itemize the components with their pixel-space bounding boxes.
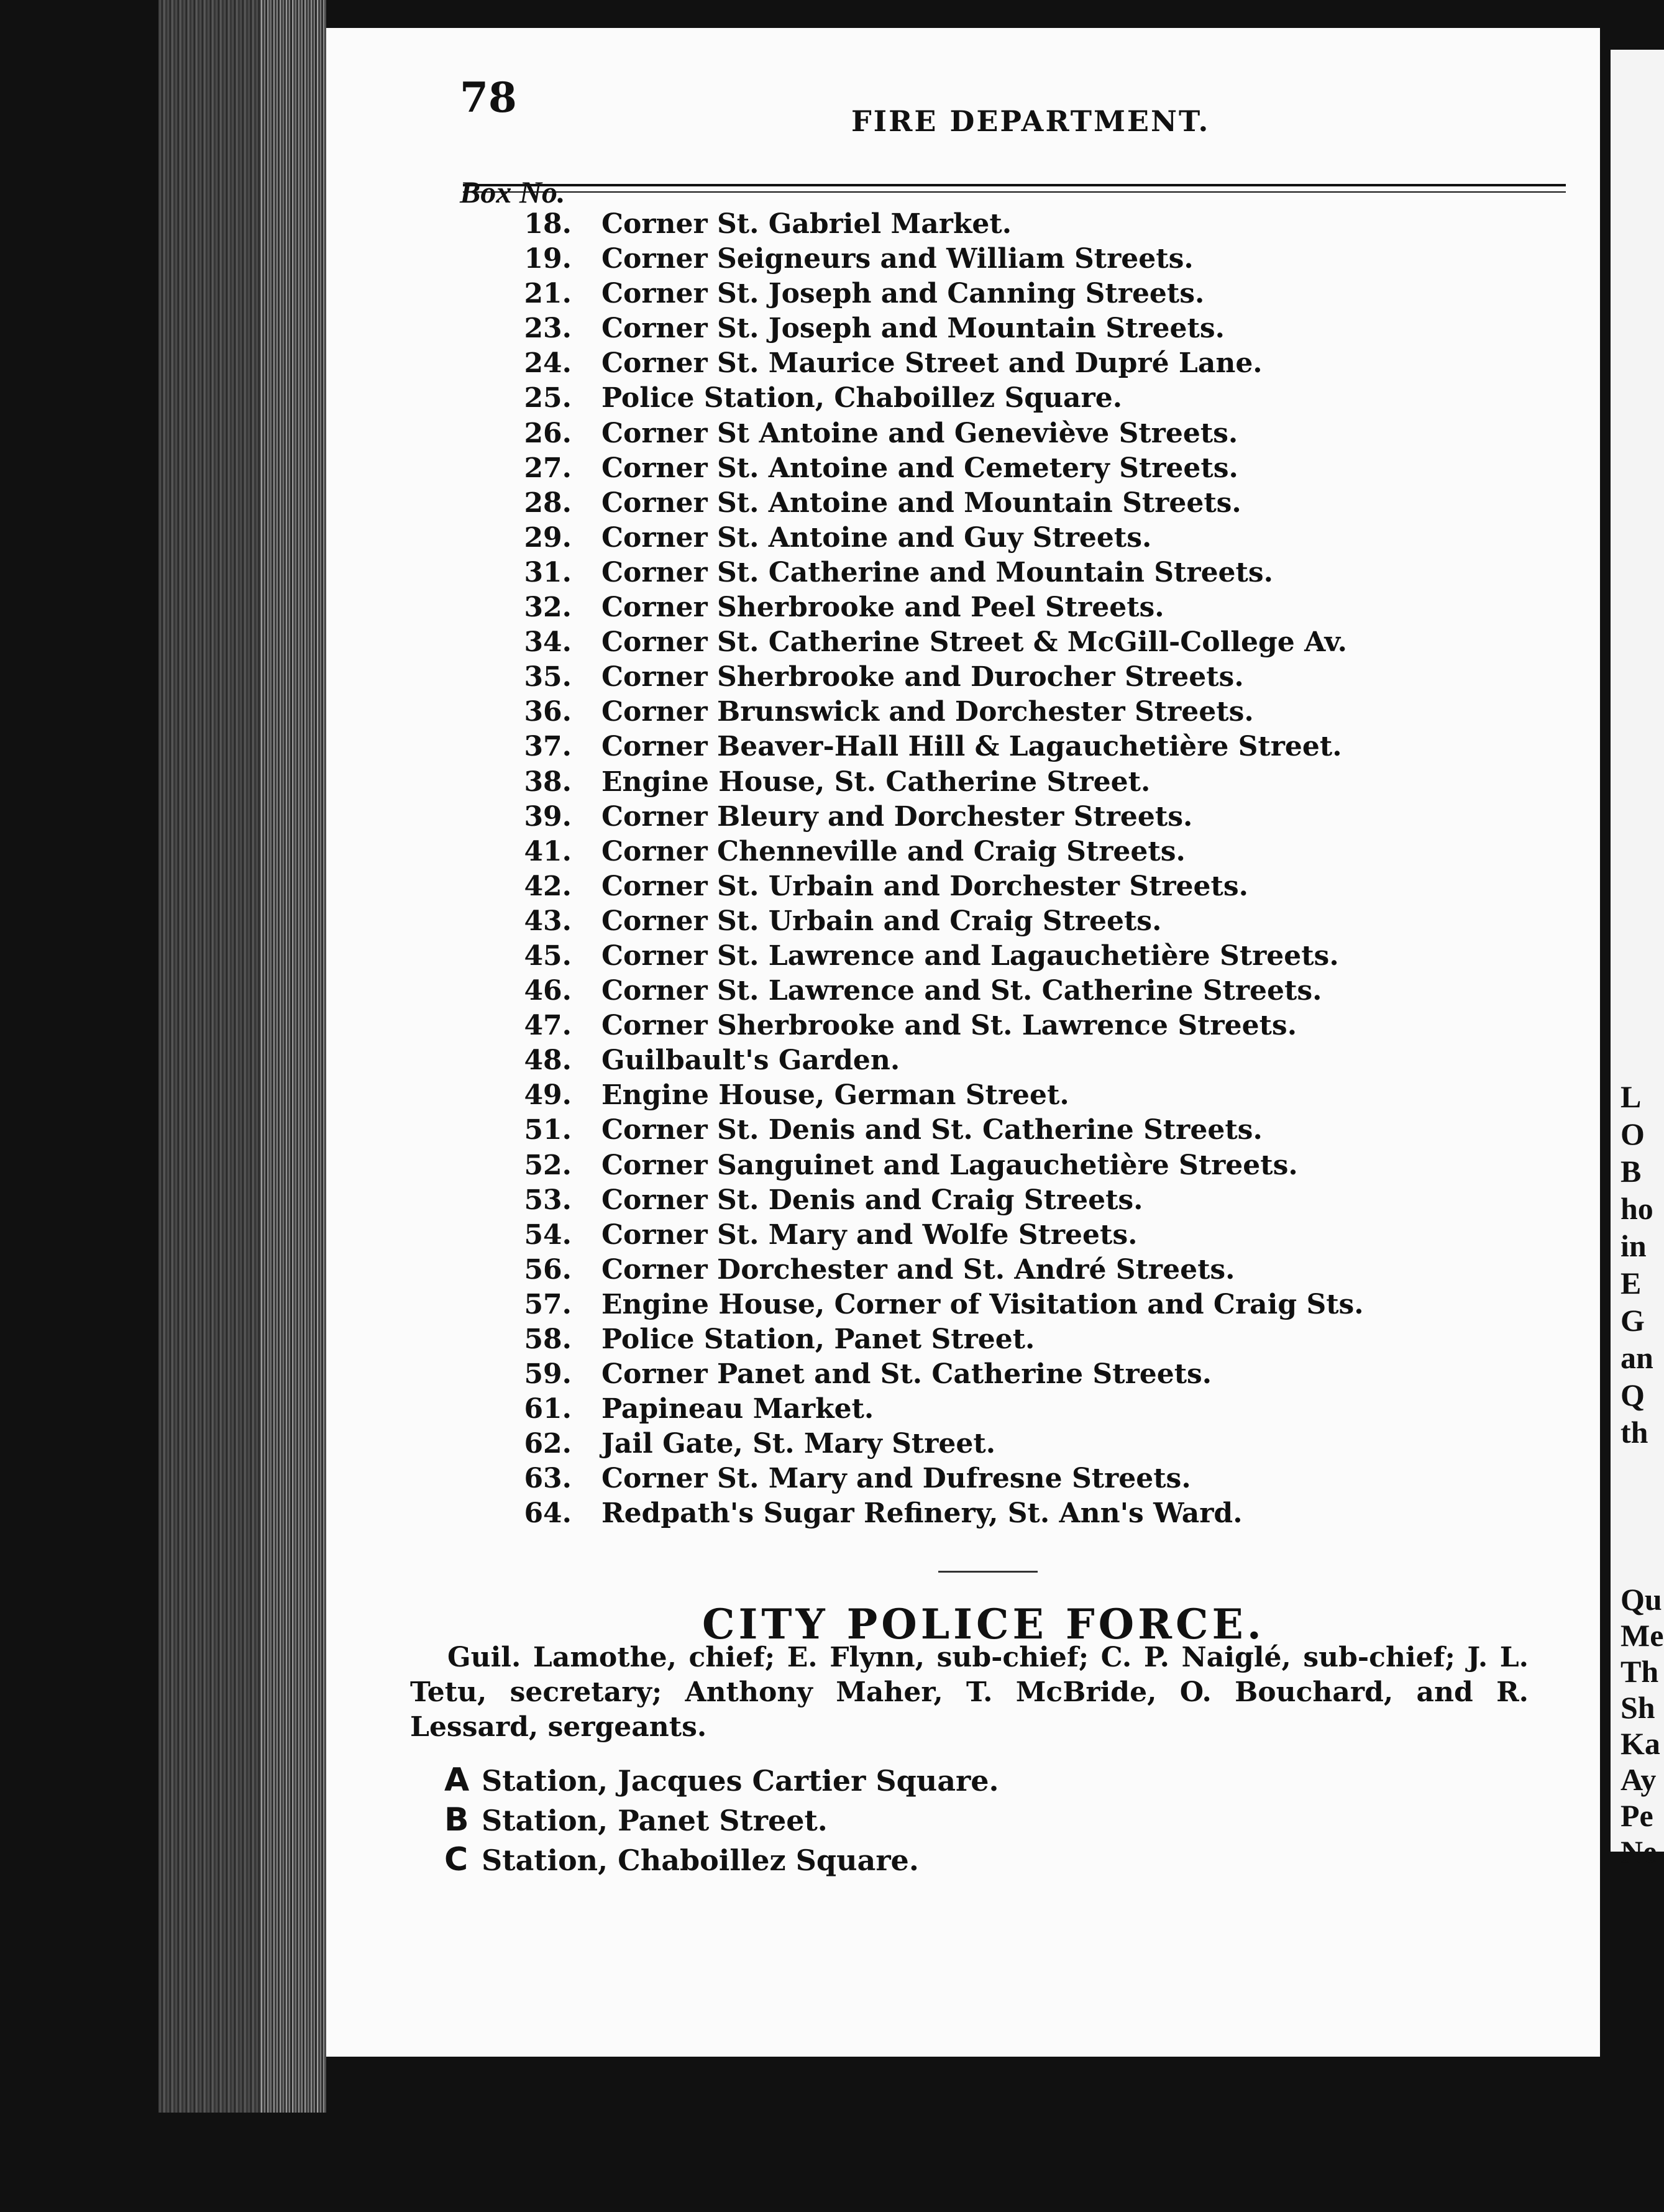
box-location: Papineau Market. — [601, 1393, 874, 1425]
box-list-row — [472, 871, 1578, 905]
police-officers-paragraph: Guil. Lamothe, chief; E. Flynn, sub-chief; C. P. Naiglé, sub-chief; J. L. Tetu, secretary; Anthony Maher, T. McBride, O. Bouchard, and R. Lessard, sergeants. — [410, 1642, 1529, 1743]
box-number: 58. — [524, 1323, 572, 1355]
box-location: Corner Bleury and Dorchester Streets. — [601, 800, 1193, 833]
facing-page-text-col2: Qu Me Th Sh Ka Ay Pe Ne — [1621, 1582, 1664, 1869]
box-number: 25. — [524, 382, 572, 414]
police-stations-list — [444, 1762, 999, 1881]
running-head: FIRE DEPARTMENT. — [851, 104, 1210, 138]
box-number: 36. — [524, 696, 572, 728]
box-number: 19. — [524, 243, 572, 275]
box-list-row — [472, 347, 1578, 382]
station-text: Station, Panet Street. — [482, 1804, 828, 1837]
box-list-row — [472, 1184, 1578, 1219]
facing-page-text-col1: L O B ho in E G an Q th — [1621, 1079, 1653, 1450]
box-list-row — [472, 1428, 1578, 1463]
box-list-row — [472, 208, 1578, 243]
section-divider — [938, 1571, 1038, 1573]
page-edges — [261, 0, 326, 2113]
box-location: Corner Sherbrooke and St. Lawrence Streets. — [601, 1010, 1297, 1042]
box-location: Jail Gate, St. Mary Street. — [601, 1428, 996, 1460]
box-list-row — [472, 626, 1578, 661]
box-list-row — [472, 522, 1578, 557]
box-number: 37. — [524, 731, 572, 763]
box-list-row — [472, 1044, 1578, 1079]
box-location: Corner St. Urbain and Craig Streets. — [601, 905, 1162, 937]
box-list-row — [472, 975, 1578, 1010]
box-number: 21. — [524, 278, 572, 310]
box-location: Engine House, Corner of Visitation and Craig Sts. — [601, 1288, 1364, 1320]
box-number: 57. — [524, 1288, 572, 1320]
box-number: 45. — [524, 939, 572, 972]
box-list-row — [472, 661, 1578, 696]
box-list-row — [472, 1393, 1578, 1428]
box-number: 63. — [524, 1463, 572, 1495]
station-letter: B — [444, 1801, 469, 1839]
box-number: 61. — [524, 1393, 572, 1425]
box-location: Corner Brunswick and Dorchester Streets. — [601, 696, 1254, 728]
box-number: 28. — [524, 487, 572, 519]
box-number: 52. — [524, 1149, 572, 1181]
box-list-row — [472, 243, 1578, 278]
box-list-row — [472, 1358, 1578, 1393]
box-number: 49. — [524, 1079, 572, 1112]
box-list-row — [472, 487, 1578, 522]
box-number: 35. — [524, 661, 572, 693]
box-list-row — [472, 1323, 1578, 1358]
box-list-row — [472, 592, 1578, 626]
box-list-row — [472, 1289, 1578, 1323]
box-number: 32. — [524, 592, 572, 624]
box-location: Corner St. Maurice Street and Dupré Lane. — [601, 347, 1263, 380]
box-number: 34. — [524, 626, 572, 659]
box-location: Corner St Antoine and Geneviève Streets. — [601, 417, 1238, 449]
station-text: Station, Chaboillez Square. — [482, 1844, 919, 1877]
box-location: Engine House, St. Catherine Street. — [601, 766, 1151, 798]
box-list-row — [472, 1219, 1578, 1254]
box-number: 39. — [524, 800, 572, 833]
box-number: 64. — [524, 1497, 572, 1530]
box-number: 59. — [524, 1358, 572, 1391]
box-location: Corner St. Joseph and Canning Streets. — [601, 278, 1205, 310]
box-list-row — [472, 382, 1578, 417]
box-list-row — [472, 452, 1578, 487]
box-number: 38. — [524, 766, 572, 798]
box-list-row — [472, 557, 1578, 592]
box-number: 23. — [524, 313, 572, 345]
box-location: Corner St. Mary and Wolfe Streets. — [601, 1218, 1138, 1251]
box-number: 54. — [524, 1218, 572, 1251]
box-number: 24. — [524, 347, 572, 380]
box-location: Corner St. Denis and Craig Streets. — [601, 1184, 1143, 1216]
box-location: Corner St. Antoine and Mountain Streets. — [601, 487, 1241, 519]
box-location: Corner Sherbrooke and Durocher Streets. — [601, 661, 1244, 693]
box-location: Police Station, Panet Street. — [601, 1323, 1035, 1355]
box-location: Corner St. Mary and Dufresne Streets. — [601, 1463, 1191, 1495]
box-list-row — [472, 1254, 1578, 1289]
box-location: Corner St. Catherine and Mountain Streets. — [601, 556, 1273, 588]
station-letter: C — [444, 1841, 469, 1878]
box-location: Engine House, German Street. — [601, 1079, 1069, 1112]
box-list-row — [472, 801, 1578, 836]
box-number: 43. — [524, 905, 572, 937]
box-number: 42. — [524, 870, 572, 902]
station-row — [444, 1762, 999, 1801]
box-list-row — [472, 696, 1578, 731]
box-number: 31. — [524, 556, 572, 588]
box-number: 27. — [524, 452, 572, 484]
box-location: Corner St. Lawrence and St. Catherine Streets. — [601, 975, 1322, 1007]
box-number: 62. — [524, 1428, 572, 1460]
box-location: Corner St. Joseph and Mountain Streets. — [601, 313, 1225, 345]
station-letter: A — [444, 1762, 470, 1799]
box-location: Police Station, Chaboillez Square. — [601, 382, 1123, 414]
box-location: Corner Seigneurs and William Streets. — [601, 243, 1194, 275]
box-list-row — [472, 766, 1578, 801]
fire-alarm-box-list — [472, 208, 1578, 1533]
box-number: 41. — [524, 835, 572, 867]
box-location: Guilbault's Garden. — [601, 1044, 900, 1077]
box-location: Corner St. Catherine Street & McGill-College Av. — [601, 626, 1347, 659]
box-list-row — [472, 940, 1578, 975]
box-location: Corner St. Antoine and Guy Streets. — [601, 521, 1152, 554]
box-location: Corner Sherbrooke and Peel Streets. — [601, 592, 1164, 624]
box-location: Corner Beaver-Hall Hill & Lagauchetière Street. — [601, 731, 1342, 763]
box-number: 56. — [524, 1253, 572, 1286]
box-list-row — [472, 1497, 1578, 1532]
box-list-row — [472, 313, 1578, 347]
station-row — [444, 1801, 999, 1841]
box-number: 48. — [524, 1044, 572, 1077]
box-location: Corner St. Antoine and Cemetery Streets. — [601, 452, 1238, 484]
box-number: 18. — [524, 208, 572, 240]
box-list-row — [472, 1079, 1578, 1114]
box-number: 51. — [524, 1114, 572, 1146]
box-location: Corner Chenneville and Craig Streets. — [601, 835, 1186, 867]
box-number: 53. — [524, 1184, 572, 1216]
box-location: Redpath's Sugar Refinery, St. Ann's Ward. — [601, 1497, 1243, 1530]
page-number: 78 — [460, 73, 517, 122]
station-row — [444, 1841, 999, 1881]
header-rule-thin — [463, 191, 1566, 193]
box-list-row — [472, 731, 1578, 766]
box-list-row — [472, 1114, 1578, 1149]
station-text: Station, Jacques Cartier Square. — [482, 1764, 999, 1798]
box-location: Corner St. Urbain and Dorchester Streets. — [601, 870, 1248, 902]
box-list-row — [472, 1010, 1578, 1044]
box-location: Corner St. Lawrence and Lagauchetière Streets. — [601, 939, 1339, 972]
box-number: 47. — [524, 1010, 572, 1042]
box-list-row — [472, 836, 1578, 871]
box-list-header: Box No. — [460, 175, 565, 209]
box-location: Corner Sanguinet and Lagauchetière Streets. — [601, 1149, 1298, 1181]
box-list-row — [472, 1149, 1578, 1184]
box-number: 46. — [524, 975, 572, 1007]
box-number: 29. — [524, 521, 572, 554]
box-list-row — [472, 278, 1578, 313]
box-location: Corner St. Denis and St. Catherine Streets. — [601, 1114, 1263, 1146]
box-number: 26. — [524, 417, 572, 449]
box-list-row — [472, 905, 1578, 940]
section-title: CITY POLICE FORCE. — [702, 1600, 1265, 1648]
box-list-row — [472, 418, 1578, 452]
header-rule — [463, 184, 1566, 186]
box-location: Corner St. Gabriel Market. — [601, 208, 1012, 240]
box-list-row — [472, 1463, 1578, 1497]
box-location: Corner Dorchester and St. André Streets. — [601, 1253, 1235, 1286]
box-location: Corner Panet and St. Catherine Streets. — [601, 1358, 1212, 1391]
